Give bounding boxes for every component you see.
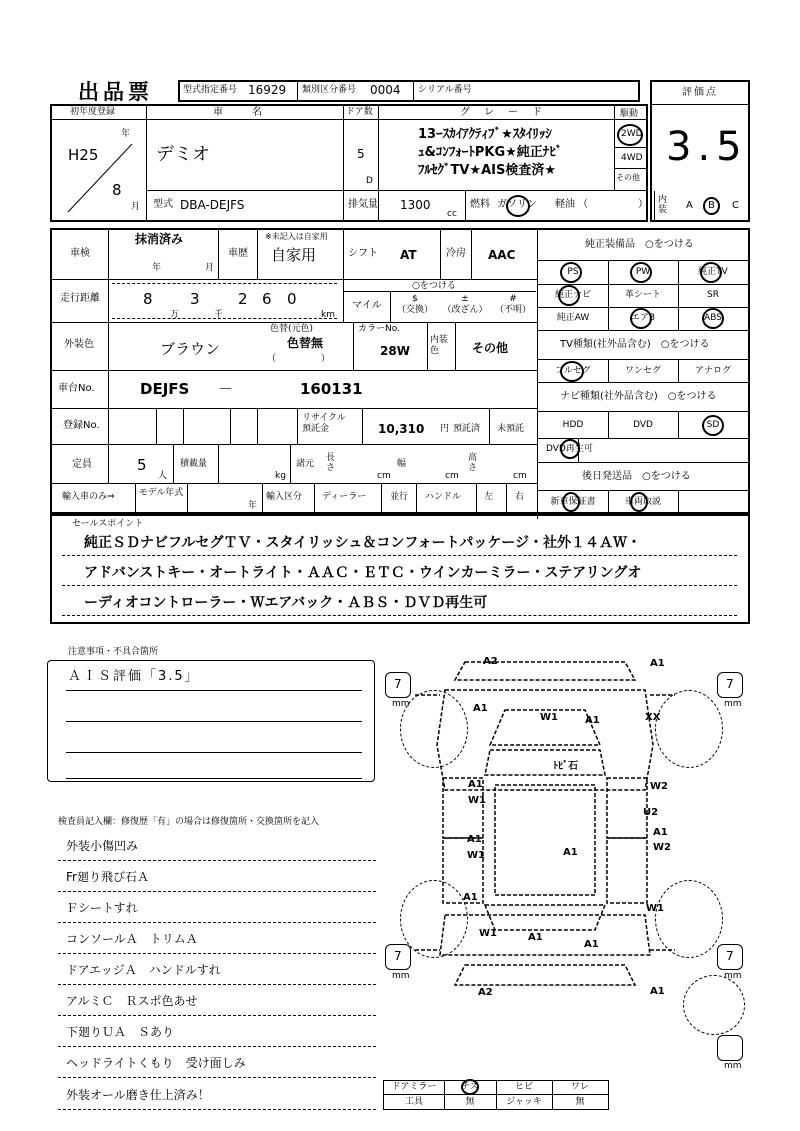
doors-suffix: D — [366, 176, 373, 186]
recycle-unit: 円 — [440, 424, 450, 434]
length-unit: cm — [377, 471, 391, 481]
docs-warranty: 新車保証書 — [550, 497, 596, 507]
mileage-sen-unit: 千 — [214, 310, 224, 320]
mileage-label: 走行距離 — [60, 293, 100, 304]
sales-point-line-1: 純正ＳＤナビフルセグＴＶ・スタイリッシュ＆コンフォートパッケージ・社外１４ＡＷ・ — [84, 535, 642, 551]
docs-title: 後日発送品 ○をつける — [582, 471, 691, 482]
recycle-deposited: 預託済 — [453, 424, 481, 434]
interior-grade-a: A — [686, 200, 693, 211]
first-registration-label: 初年度登録 — [70, 107, 116, 117]
sales-point-line-2: アドバンストキー・オートライト・ＡＡＣ・ＥＴＣ・ウインカーミラー・ステアリングオ — [84, 565, 642, 581]
history-label: 車歴 — [228, 248, 248, 259]
equip-sr: SR — [707, 290, 719, 300]
displacement-label: 排気量 — [348, 199, 378, 210]
drive-4wd: 4WD — [621, 153, 643, 163]
mark-a2-rear: A2 — [478, 987, 493, 998]
mileage-man-unit: 万 — [170, 310, 180, 320]
mark-w1-left-rear-door: W1 — [467, 850, 485, 861]
interior-label: 内装 — [658, 195, 668, 215]
equip-abs-circle — [702, 308, 724, 329]
inspector-line-3: Ｆシートすれ — [66, 901, 138, 915]
inspector-line-1: 外装小傷凹み — [66, 839, 139, 853]
nav-sd: SD — [706, 420, 720, 430]
tire-depth-rr-unit: mm — [724, 971, 742, 981]
import-dealer: ディーラー — [322, 492, 367, 502]
equip-pw-circle — [630, 262, 652, 283]
ac-value: AAC — [488, 248, 516, 262]
mark-a1-rear-glass: A1 — [528, 932, 543, 943]
year-unit: 年 — [121, 129, 131, 139]
mark-xx: XX — [645, 712, 661, 723]
rear-right-wheel — [655, 880, 723, 958]
shift-value: AT — [400, 248, 417, 262]
grade-label: グ レ ー ド — [460, 107, 544, 118]
inspector-line-6: アルミＣ Ｒスポ色あせ — [66, 994, 198, 1008]
displacement-value: 1300 — [400, 198, 431, 212]
registration-era: H25 — [68, 146, 99, 164]
load-label: 積載量 — [180, 459, 208, 469]
drive-2wd: 2WD — [621, 129, 643, 139]
mileage-unknown: （不明） — [494, 305, 531, 315]
tire-depth-fl-unit: mm — [392, 699, 410, 709]
chassis-label: 車台No. — [58, 383, 95, 394]
mark-a1-rear-right: A1 — [650, 986, 665, 997]
inspector-line-8: ヘッドライトくもり 受け面しみ — [66, 1056, 246, 1070]
doors-label: ドア数 — [346, 107, 373, 117]
registration-month: 8 — [112, 181, 122, 199]
inspector-line-5: ドアエッジＡ ハンドルすれ — [66, 963, 221, 977]
jack-label: ジャッキ — [506, 1097, 542, 1107]
type-label: 型式 — [153, 199, 173, 210]
nav-hdd: HDD — [562, 420, 584, 430]
mark-w1-hood: W1 — [540, 712, 558, 723]
sales-points-label: セールスポイント — [72, 519, 144, 529]
tire-depth-rl: 7 — [394, 949, 402, 963]
chassis-number: 160131 — [300, 380, 363, 398]
notes-line-1: ＡＩＳ評価「3.5」 — [68, 669, 200, 684]
mark-a1-front-right: A1 — [650, 658, 665, 669]
mark-a1-roof: A1 — [563, 847, 578, 858]
tire-depth-fr: 7 — [726, 677, 734, 691]
repaint-value: 色替無 — [287, 336, 324, 350]
mileage-km-unit: km — [321, 310, 335, 320]
import-label: 輸入車のみ⇒ — [62, 492, 115, 502]
shaken-month-unit: 月 — [205, 263, 215, 273]
equipment-title: 純正装備品 ○をつける — [585, 239, 694, 250]
mark-a1-left-front-door: A1 — [468, 779, 483, 790]
width-unit: cm — [445, 471, 459, 481]
mileage-altered: （改ざん） — [442, 305, 488, 315]
fuel-paren: （ ） — [578, 199, 648, 210]
inspector-line-2: Fr廻り飛び石Ａ — [66, 870, 149, 884]
history-value: 自家用 — [271, 246, 317, 264]
drive-other: その他 — [616, 173, 640, 182]
width-label: 幅 — [397, 459, 407, 469]
date-slash — [60, 140, 140, 215]
interior-color-value: その他 — [472, 341, 509, 355]
recycle-not-deposited: 未預託 — [497, 424, 525, 434]
mark-stone-chip: ﾄﾋﾞ石 — [553, 761, 578, 772]
docs-manual: 車両取説 — [624, 497, 661, 507]
rating-value: 3.5 — [666, 124, 748, 170]
interior-color-label: 内装色 — [430, 335, 449, 356]
nav-sd-circle — [702, 415, 724, 436]
jack-value: 無 — [575, 1097, 585, 1107]
model-spec-label: 型式指定番号 — [183, 85, 238, 95]
color-code-label: カラーNo. — [358, 324, 400, 334]
import-parallel: 並行 — [390, 492, 409, 502]
height-unit: cm — [513, 471, 527, 481]
equip-abs: ABS — [704, 313, 722, 323]
mileage-digit-5: 6 — [262, 290, 272, 308]
tv-fullseg-circle — [560, 361, 584, 382]
mileage-replaced: （交換） — [396, 305, 433, 315]
equip-tv: 純正TV — [698, 267, 728, 277]
capacity-value: 5 — [137, 456, 147, 474]
docs-warranty-circle — [562, 492, 580, 512]
fuel-label: 燃料 — [470, 199, 490, 210]
mark-w2-right-rear-door: W2 — [653, 842, 671, 853]
tire-depth-rr: 7 — [726, 949, 734, 963]
equip-aw: 純正AW — [556, 313, 590, 323]
fuel-gasoline-circle — [506, 195, 530, 217]
capacity-label: 定員 — [72, 459, 92, 470]
equip-leather: 革シート — [624, 290, 661, 300]
tv-oneseg: ワンセグ — [624, 366, 661, 376]
handle-right: 右 — [515, 492, 525, 502]
fuel-gasoline: ガソリン — [497, 199, 537, 210]
mileage-altered-symbol: ± — [461, 294, 469, 304]
notes-label: 注意事項・不具合箇所 — [68, 647, 159, 657]
recycle-value: 10,310 — [378, 422, 425, 436]
exterior-color-value: ブラウン — [160, 340, 221, 358]
doors-value: 5 — [357, 147, 365, 161]
handle-label: ハンドル — [425, 492, 462, 502]
mark-a1-left-rear-door: A1 — [467, 834, 482, 845]
inspector-label: 検査員記入欄：修復歴「有」の場合は修復箇所・交換箇所を記入 — [58, 817, 320, 827]
door-mirror-folding: チズ — [461, 1082, 479, 1092]
spare-tire — [683, 975, 745, 1035]
equip-tv-circle — [700, 262, 722, 283]
color-code-value: 28W — [380, 344, 410, 358]
registration-label: 登録No. — [63, 420, 100, 431]
door-mirror-folding-circle — [461, 1079, 479, 1095]
tire-depth-fl: 7 — [394, 677, 402, 691]
mark-a2-front: A2 — [483, 656, 498, 667]
shaken-year-unit: 年 — [152, 263, 162, 273]
mileage-replaced-symbol: $ — [412, 294, 418, 304]
category-number: 0004 — [370, 83, 401, 97]
fuel-diesel: 軽油 — [555, 199, 575, 210]
category-label: 類別区分番号 — [302, 85, 357, 95]
model-year-label: モデル年式 — [138, 488, 184, 498]
drive-2wd-circle — [617, 124, 643, 146]
model-type: DBA-DEJFS — [180, 198, 245, 212]
door-mirror-label: ドアミラー — [391, 1082, 437, 1092]
recycle-label: リサイクル預託金 — [302, 413, 346, 434]
mark-a1-hood: A1 — [585, 715, 600, 726]
nav-dvd: DVD — [633, 420, 653, 430]
interior-grade-b: B — [708, 200, 715, 211]
mark-w1-left-rear: W1 — [479, 928, 497, 939]
nav-dvd-playback: DVD再生可 — [546, 444, 593, 454]
repaint-paren: （ ） — [267, 354, 331, 364]
car-name-label: 車 名 — [213, 107, 265, 118]
ac-label: 冷房 — [446, 248, 466, 259]
mark-w1-left-front-door: W1 — [468, 795, 486, 806]
serial-label: シリアル番号 — [418, 85, 472, 95]
tire-depth-spare-unit: mm — [724, 1061, 742, 1071]
month-unit: 月 — [131, 202, 141, 212]
nav-dvd-playback-circle — [560, 439, 580, 459]
height-label: 高さ — [468, 453, 478, 473]
chassis-dash: － — [218, 380, 234, 398]
displacement-unit: cc — [447, 209, 457, 219]
equip-ps-circle — [560, 262, 582, 283]
history-note: ※未記入は自家用 — [265, 232, 328, 241]
mileage-unknown-symbol: # — [509, 294, 517, 304]
shaken-label: 車検 — [70, 248, 90, 259]
tv-type-title: TV種類(社外品含む) ○をつける — [560, 339, 710, 350]
shaken-value: 抹消済み — [135, 232, 184, 246]
front-left-wheel — [400, 690, 468, 768]
mark-w1-right-rear-fender: W1 — [646, 903, 664, 914]
mark-a1-back-door: A1 — [584, 939, 599, 950]
mark-a1-right-rear-door: A1 — [653, 827, 668, 838]
equip-airbag-circle — [630, 308, 652, 329]
interior-grade-b-circle — [703, 197, 720, 215]
tools-value: 無 — [465, 1097, 475, 1107]
chassis-prefix: DEJFS — [140, 380, 190, 398]
mark-w2-right-front-door: W2 — [650, 781, 668, 792]
grade-line-3: ﾌﾙｾｸﾞTV★AIS検査済★ — [418, 163, 556, 178]
tire-depth-rl-unit: mm — [392, 971, 410, 981]
tools-label: 工具 — [404, 1097, 423, 1107]
mileage-digit-6: 0 — [287, 290, 297, 308]
mileage-digit-1: 8 — [143, 290, 153, 308]
mileage-circle-note: ○をつける — [412, 281, 456, 291]
import-class-label: 輸入区分 — [266, 492, 303, 502]
interior-grade-c: C — [732, 200, 739, 211]
equip-ps: PS — [567, 267, 579, 277]
mileage-digit-4: 2 — [238, 290, 248, 308]
door-mirror-break: ワレ — [570, 1082, 589, 1092]
handle-left: 左 — [484, 492, 494, 502]
docs-manual-circle — [630, 492, 648, 512]
inspector-line-9: 外装オール磨き仕上済み！ — [66, 1088, 210, 1102]
door-mirror-crack: ヒビ — [514, 1082, 533, 1092]
mile-label: マイル — [352, 300, 382, 311]
inspector-line-7: 下廻りＵＡ Ｓあり — [66, 1025, 175, 1039]
spec-label: 諸元 — [296, 459, 315, 469]
tire-depth-fr-unit: mm — [724, 699, 742, 709]
car-name: デミオ — [156, 144, 210, 165]
exterior-color-label: 外装色 — [64, 339, 94, 350]
tv-analog: アナログ — [694, 366, 731, 376]
length-label: 長さ — [326, 453, 336, 473]
grade-line-2: ｭ&ｺﾝﾌｫｰﾄPKG★純正ﾅﾋﾞ — [418, 145, 563, 160]
equip-pw: PW — [635, 267, 651, 277]
mark-a1-front-left-fender: A1 — [473, 703, 488, 714]
drive-label: 駆動 — [620, 109, 639, 119]
nav-type-title: ナビ種類(社外品含む) ○をつける — [560, 391, 717, 402]
equip-airbag: エアB — [630, 313, 656, 323]
page-title: 出品票 — [78, 80, 153, 104]
sales-point-line-3: ーディオコントローラー・Ｗエアバック・ＡＢＳ・ＤＶＤ再生可 — [84, 595, 488, 611]
mark-u2: U2 — [643, 807, 659, 818]
load-unit: kg — [275, 471, 286, 481]
rating-label: 評価点 — [682, 87, 718, 98]
tire-depth-spare-box — [717, 1035, 743, 1061]
equip-navi-circle — [558, 285, 580, 306]
front-right-wheel — [655, 690, 723, 768]
shift-label: シフト — [348, 248, 378, 259]
repaint-label: 色替(元色) — [270, 324, 314, 334]
capacity-unit: 人 — [158, 471, 168, 481]
model-year-unit: 年 — [248, 501, 258, 511]
equip-navi: 純正ナビ — [554, 290, 591, 300]
model-spec-number: 16929 — [248, 83, 287, 97]
grade-line-1: 13ｰｽｶｲｱｸﾃｨﾌﾞ★ｽﾀｲﾘｯｼ — [418, 127, 552, 142]
mileage-digit-2: 3 — [190, 290, 200, 308]
mark-a1-left-rear-fender: A1 — [463, 892, 478, 903]
inspector-line-4: コンソールＡ トリムＡ — [66, 932, 198, 946]
tv-fullseg: フルセグ — [555, 366, 591, 376]
